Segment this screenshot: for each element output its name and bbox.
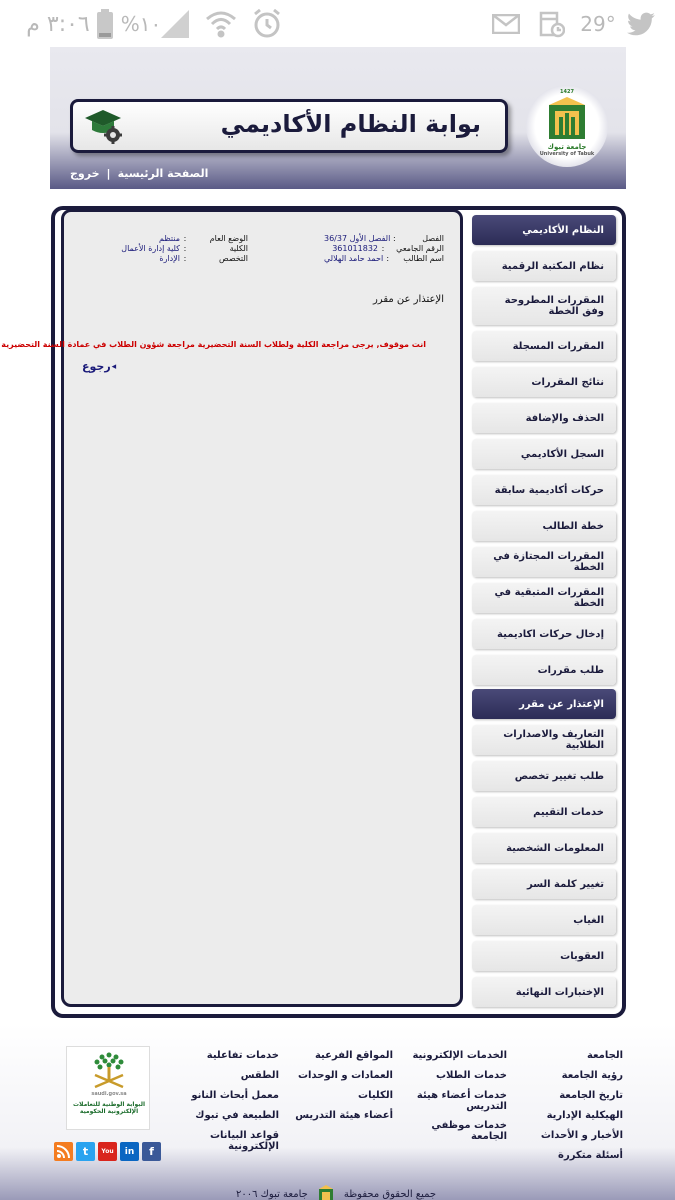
footer-link[interactable]: معمل أبحاث النانو	[191, 1090, 279, 1101]
copyright-text: جميع الحقوق محفوظة	[343, 1188, 437, 1200]
sidebar-item-previous-transactions[interactable]: حركات أكاديمية سابقة	[472, 475, 616, 505]
sidebar-item-digital-library[interactable]: نظام المكتبة الرقمية	[472, 251, 616, 281]
footer-link[interactable]: أسئلة متكررة	[558, 1150, 623, 1161]
nav-separator: |	[106, 167, 111, 180]
battery-percent: %١٠	[120, 12, 162, 36]
student-info-right	[324, 234, 444, 264]
sidebar-item-student-certificates[interactable]: التعاريف والاصدارات الطلابية	[472, 725, 616, 755]
status-bar	[0, 0, 675, 48]
saudi-egov-logo[interactable]	[66, 1046, 150, 1130]
footer	[0, 1024, 675, 1200]
twitter-icon	[624, 0, 658, 48]
mail-icon	[490, 0, 522, 48]
footer-link[interactable]: رؤية الجامعة	[561, 1070, 623, 1081]
footer-link[interactable]: الطبيعة في تبوك	[195, 1110, 279, 1121]
student-id-value: 361011832	[332, 244, 378, 253]
copyright	[236, 1184, 436, 1200]
footer-link[interactable]: تاريخ الجامعة	[559, 1090, 623, 1101]
logout-link[interactable]: خروج	[70, 167, 100, 180]
social-links	[54, 1142, 161, 1161]
student-name-value: احمد حامد الهلالي	[324, 254, 384, 263]
back-link-label: رجوع	[82, 360, 111, 373]
header-nav	[70, 167, 208, 180]
footer-link[interactable]: خدمات موظفي الجامعة	[431, 1120, 507, 1142]
section-title: الإعتذار عن مقرر	[372, 294, 444, 305]
sidebar-item-request-courses[interactable]: طلب مقررات	[472, 655, 616, 685]
footer-column-sites	[293, 1050, 393, 1130]
alarm-icon	[250, 0, 284, 48]
sidebar-item-course-withdrawal[interactable]: الإعتذار عن مقرر	[472, 689, 616, 719]
university-logo	[526, 85, 608, 167]
linkedin-icon[interactable]: in	[120, 1142, 139, 1161]
footer-link[interactable]: الأخبار و الأحداث	[540, 1130, 623, 1141]
facebook-icon[interactable]: f	[142, 1142, 161, 1161]
sidebar-item-course-results[interactable]: نتائج المقررات	[472, 367, 616, 397]
info-row-student-id: الرقم الجامعي : 361011832	[332, 244, 444, 253]
clock: ٣:٠٦ م	[26, 11, 90, 37]
university-emblem-icon	[543, 95, 591, 143]
portal-title: بوابة النظام الأكاديمي	[220, 110, 481, 138]
youtube-icon[interactable]: You	[98, 1142, 117, 1161]
home-link[interactable]: الصفحة الرئيسية	[117, 167, 209, 180]
info-row-status: الوضع العام : منتظم	[159, 234, 248, 243]
footer-link[interactable]: المواقع الفرعية	[314, 1050, 393, 1061]
info-row-college: الكلية : كلية إدارة الأعمال	[121, 244, 248, 253]
footer-column-interactive	[167, 1050, 279, 1150]
info-row-major: التخصص : الإدارة	[159, 254, 248, 263]
wifi-icon	[204, 0, 238, 48]
sidebar-item-registered-courses[interactable]: المقررات المسجلة	[472, 331, 616, 361]
portal-header	[50, 47, 626, 189]
sidebar-item-passed-courses[interactable]: المقررات المجتازة في الخطة	[472, 547, 616, 577]
university-mini-logo-icon	[316, 1184, 336, 1200]
sidebar-item-student-plan[interactable]: خطة الطالب	[472, 511, 616, 541]
status-value: منتظم	[159, 234, 180, 243]
copyright-owner: جامعة تبوك ٢٠٠٦	[236, 1188, 308, 1200]
info-row-term: الفصل : الفصل الأول 36/37	[324, 234, 444, 243]
egov-brand: saudi.gov.sa	[91, 1091, 127, 1097]
info-row-student-name: اسم الطالب : احمد حامد الهلالي	[324, 254, 444, 263]
footer-link[interactable]: خدمات الطلاب	[435, 1070, 507, 1081]
sidebar-item-change-password[interactable]: تغيير كلمة السر	[472, 869, 616, 899]
sidebar-item-academic-system[interactable]: النظام الأكاديمي	[472, 215, 616, 245]
content-panel	[1, 209, 463, 1007]
back-arrow-icon: ◂	[111, 361, 117, 372]
footer-column-eservices	[397, 1050, 507, 1140]
sidebar-item-personal-info[interactable]: المعلومات الشخصية	[472, 833, 616, 863]
footer-link[interactable]: الطقس	[240, 1070, 279, 1081]
sidebar-item-offered-courses[interactable]: المقررات المطروحة وفق الخطة	[472, 287, 616, 325]
sidebar-item-enter-transactions[interactable]: إدخال حركات اكاديمية	[472, 619, 616, 649]
graduation-cap-gear-icon	[83, 106, 125, 146]
logo-english-name: University of Tabuk	[539, 151, 595, 157]
sidebar-item-final-exams[interactable]: الإختبارات النهائية	[472, 977, 616, 1007]
sidebar-item-penalties[interactable]: العقوبات	[472, 941, 616, 971]
sidebar-item-academic-record[interactable]: السجل الأكاديمي	[472, 439, 616, 469]
footer-link[interactable]: أعضاء هيئة التدريس	[295, 1110, 393, 1121]
twitter-icon[interactable]: t	[76, 1142, 95, 1161]
portal-title-box	[70, 99, 508, 153]
student-info-left	[114, 234, 248, 264]
back-link[interactable]	[82, 360, 116, 373]
sidebar-item-change-major[interactable]: طلب تغيير تخصص	[472, 761, 616, 791]
rss-icon[interactable]	[54, 1142, 73, 1161]
footer-link[interactable]: الكليات	[358, 1090, 393, 1101]
suspension-notice: انت موقوف, يرجى مراجعة الكلية ولطلاب السنة التحضيرية مراجعة شؤون الطلاب في عمادة السنة التحضيرية	[1, 340, 426, 349]
sidebar-item-absence[interactable]: الغياب	[472, 905, 616, 935]
footer-link[interactable]: خدمات أعضاء هيئة التدريس	[416, 1090, 507, 1112]
college-value: كلية إدارة الأعمال	[121, 244, 180, 253]
calendar-icon	[536, 0, 568, 48]
term-value: الفصل الأول 36/37	[324, 234, 391, 243]
sidebar-item-remaining-courses[interactable]: المقررات المتبقية في الخطة	[472, 583, 616, 613]
major-value: الإدارة	[159, 254, 180, 263]
temperature: 29°	[580, 12, 616, 36]
palm-swords-icon	[67, 1047, 151, 1091]
footer-link[interactable]: الخدمات الإلكترونية	[412, 1050, 507, 1061]
logo-year: 1427	[560, 89, 574, 95]
sidebar-item-add-drop[interactable]: الحذف والإضافة	[472, 403, 616, 433]
battery-icon	[92, 0, 118, 48]
footer-link[interactable]: العمادات و الوحدات	[298, 1070, 393, 1081]
footer-column-university	[513, 1050, 623, 1170]
footer-link[interactable]: الهيكلية الإدارية	[546, 1110, 623, 1121]
footer-link[interactable]: قواعد البيانات الإلكترونية	[210, 1130, 279, 1152]
signal-icon	[160, 0, 190, 48]
footer-link[interactable]: خدمات تفاعلية	[206, 1050, 279, 1061]
sidebar-item-evaluation-services[interactable]: خدمات التقييم	[472, 797, 616, 827]
egov-text: البوابة الوطنية للتعاملات الإلكترونية الحكومية	[73, 1101, 145, 1115]
footer-link[interactable]: الجامعة	[586, 1050, 623, 1061]
logo-arabic-name: جامعة تبوك	[547, 143, 587, 151]
